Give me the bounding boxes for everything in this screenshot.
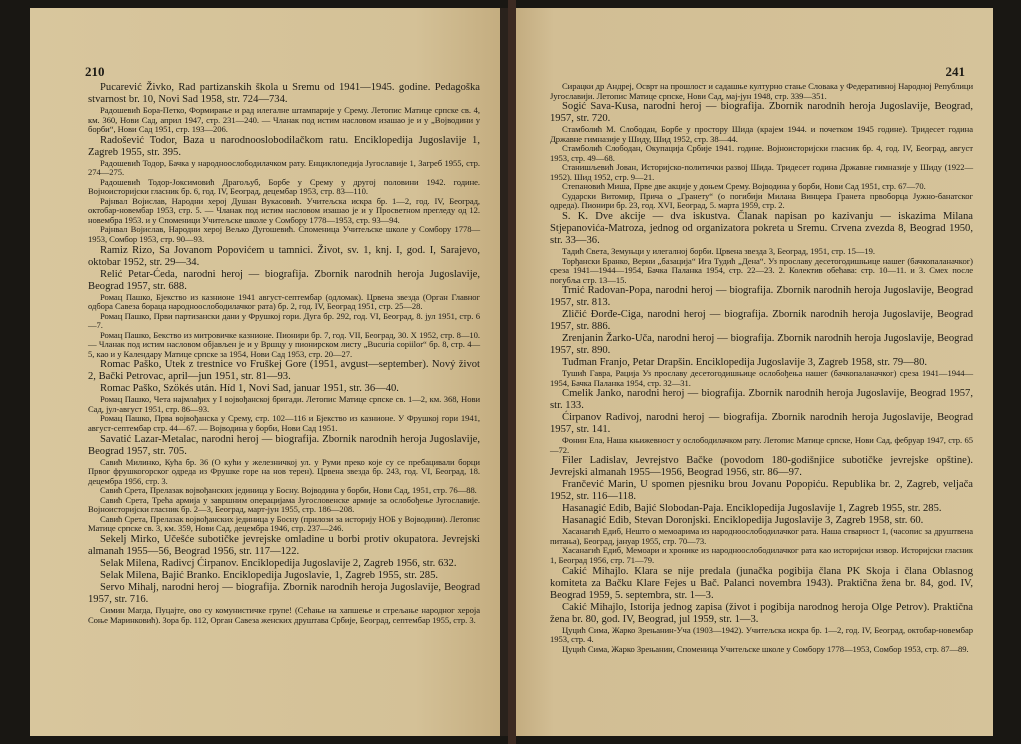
bibliography-entry: Савић Срета, Прелазак војвођанских јединица у Босну. Војводина у борби, Нови Сад, 1951, стр. 76—88. [100, 485, 477, 496]
bibliography-entry: Рајнвал Војислав, Народни херој Душан Вукасовић. Учитељска искра бр. 1—2, год. IV, Београд, октобар-новембар 1953, стр. 5. — Чланак под истим насловом изашао је и у Просветном прегледу од 12. новембра 1953. и у Споменици Учитељске школе у Сомбору 1778—1953, стр. 93—94. [88, 195, 480, 225]
bibliography-entry: Hasanagić Edib, Bajić Slobodan-Paja. Enciklopedija Jugoslavije 1, Zagreb 1955, str. 285. [562, 503, 942, 515]
bibliography-entry: Relić Petar-Ćeda, narodni heroj — biografija. Zbornik narodnih heroja Jugoslavije, Beograd 1957, str. 688. [88, 268, 480, 292]
bibliography-entry: Ромац Пашко, Чета најмлађих у I војвођанској бригади. Летопис Матице српске св. 1—2, км. 368, Нови Сад, јул-август 1951, стр. 86—93. [88, 394, 480, 414]
bibliography-entry: Савић Срета, Прелазак војвођанских јединица у Босну (прилози за историју НОБ у Војводини). Летопис Матице српске св. 3, км. 359, Нови Сад, децембра 1946, стр. 237—246. [88, 513, 480, 534]
bibliography-entry: Savatić Lazar-Metalac, narodni heroj — biografija. Zbornik narodnih heroja Jugoslavije, Beograd 1957, str. 705. [88, 433, 480, 457]
bibliography-entry: S. K. Dve akcije — dva iskustva. Članak napisan po kazivanju — iskazima Milana Stjepanovića-Matroza, jednog od organizatora pokreta u Sremu. Crvena zvezda 8, Beograd 1950, str. 33—36. [550, 211, 973, 247]
bibliography-entry: Hasanagić Edib, Stevan Doronjski. Enciklopedija Jugoslavije 3, Zagreb 1958, str. 60. [562, 515, 924, 527]
bibliography-entry: Ćirpanov Radivoj, narodni heroj — biografija. Zbornik narodnih heroja Jugoslavije, Beograd 1957, str. 141. [550, 412, 973, 436]
bibliography-entry: Servo Mihalj, narodni heroj — biografija. Zbornik narodnih heroja Jugoslavije, Beograd 1957, str. 716. [88, 581, 480, 605]
bibliography-entry: Ромац Пашко, Бекство из митровичке казнионе. Пионири бр. 7, год. VII, Београд, 30. X 1952, стр. 8—10. — Чланак под истим насловом објављен је и у Вршцу у пионирском листу „Bucuria copiilor“ бр. 8, стр. 4—5, као и у Календару Матице српске за 1954, Нови Сад 1953, стр. 20—27. [88, 329, 480, 359]
bibliography-entry: Filer Ladislav, Jevrejstvo Bačke (povodom 180-godišnjice subotičke jevrejske opštine). Jevrejski almanah 1955—1956, Beograd 1956, str. 86—97. [550, 455, 973, 479]
bibliography-entry: Хасанагић Едиб, Мемоари и хронике из народноослободилачког рата као историјски извор. Историјски гласник 1, Београд 1956, стр. 71—79. [550, 545, 973, 566]
bibliography-entry: Sogić Sava-Kusa, narodni heroj — biografija. Zbornik narodnih heroja Jugoslavije, Beograd, 1957, str. 720. [550, 101, 973, 125]
bibliography-entry: Cakić Mihajlo. Klara se nije predala (junačka pogibija člana PK Skoja i člana Oblasnog komiteta za Bačku Klare Fejes u Bač. Palanci novembra 1943). Praktična žena br. 84, god. IV, Beograd 1959, 5. septembra, str. 1—3. [550, 565, 973, 601]
bibliography-entry: Станишљевић Јован, Историјско-политички развој Шида. Тридесет година Државне гимназије у Шиду (1922—1952). Шид 1952, стр. 9—21. [550, 162, 973, 182]
bibliography-entry: Sekelj Mirko, Učešće subotičke jevrejske omladine u borbi protiv okupatora. Jevrejski almanah 1955—56, Beograd 1956, str. 117—122. [88, 533, 480, 557]
bibliography-entry: Zrenjanin Žarko-Uča, narodni heroj — biografija. Zbornik narodnih heroja Jugoslavije, Beograd 1957, str. 890. [550, 333, 973, 357]
bibliography-entry: Ramiz Rizo, Sa Jovanom Popovićem u tamnici. Život, sv. 1, knj. I, god. I, Sarajevo, oktobar 1952, str. 29—34. [88, 244, 480, 268]
bibliography-list [550, 82, 973, 654]
bibliography-entry: Cmelik Janko, narodni heroj — biografija. Zbornik narodnih heroja Jugoslavije, Beograd 1957, str. 133. [550, 388, 973, 412]
book-gutter [508, 0, 516, 744]
bibliography-entry: Фонин Ела, Наша књижевност у ослободилачком рату. Летопис Матице српске, Нови Сад, фебруар 1947, стр. 65—72. [550, 435, 973, 455]
bibliography-entry: Радошевић Тодор-Јоксимовић Драгољуб, Борбе у Срему у другој половини 1942. године. Војноисторијски гласник бр. 6, год. IV, Београд, децембар 1953, стр. 83—110. [88, 176, 480, 197]
bibliography-entry: Tuđman Franjo, Petar Drapšin. Enciklopedija Jugoslavije 3, Zagreb 1958, str. 79—80. [562, 357, 928, 369]
bibliography-entry: Хасанагић Едиб, Нешто о мемоарима из народноослободилачког рата. Наша стварност 1, (часопис за друштвена питања), Београд, јануар 1955, стр. 70—73. [550, 526, 973, 546]
bibliography-entry: Radošević Todor, Baza u narodnooslobodilačkom ratu. Enciklopedija Jugoslavije 1, Zagreb 1955, str. 395. [88, 134, 480, 158]
bibliography-entry: Стамболић М. Слободан, Борбе у простору Шида (крајем 1944. и почетком 1945 године). Тридесет година Државне гимназије у Шиду, Шид 1952, стр. 38—44. [550, 124, 973, 144]
bibliography-entry: Радошевић Тодор, Бачка у народноослободилачком рату. Енциклопедија Југославије 1, Загреб 1955, стр. 274—275. [88, 157, 480, 178]
bibliography-entry: Савић Милинко, Кућа бр. 36 (О кући у железничкој ул. у Руми преко које су се пребацивали борци Првог фрушкогорског одреда из Фрушке горе на нов терен). Црвена звезда бр. 243, год. VI, Београд, 18. децембра 1956, стр. 3. [88, 456, 480, 486]
page-number: 210 [85, 64, 105, 79]
bibliography-entry: Zličić Đorđe-Ciga, narodni heroj — biografija. Zbornik narodnih heroja Jugoslavije, Beograd 1957, str. 886. [550, 309, 973, 333]
left-page [30, 8, 508, 736]
bibliography-entry: Стамболић Слободан, Окупација Србије 1941. године. Војноисторијски гласник бр. 4, год. IV, Београд, август 1953, стр. 49—68. [550, 143, 973, 163]
bibliography-entry: Cakić Mihajlo, Istorija jednog zapisa (život i pogibija narodnog heroja Olge Petrov). Praktična žena br. 80, god. IV, Beograd, jul 1959, str. 1—3. [550, 601, 973, 625]
bibliography-entry: Цуцић Сима, Жарко Зрењанин, Споменица Учитељске школе у Сомбору 1778—1953, Сомбор 1953, стр. 87—89. [562, 643, 969, 654]
bibliography-entry: Торђански Бранко, Верни „базација“ Ига Тудић „Дена“. Уз прославу десетогодишњице нашег (бачкопаланачког) среза 1941—1944—1954, Бачка Паланка 1954, стр. 22—23. 2. Колектив обећава: стр. 10—11. и 3. Смех после погубља стр. 13—15. [550, 255, 973, 285]
bibliography-entry: Ромац Пашко, Бјекство из казнионе 1941 август-септембар (одломак). Црвена звезда (Орган Главног одбора Савеза бораца народноослободилачког рата) бр. 2, год. IV, Београд 1951, стр. 25—28. [88, 291, 480, 312]
bibliography-entry: Тадић Света, Земуњци у илегалној борби. Црвена звезда 3, Београд, 1951, стр. 15—19. [562, 246, 875, 257]
right-page [516, 8, 993, 736]
bibliography-entry: Selak Milena, Radivcj Ćirpanov. Enciklopedija Jugoslavije 2, Zagreb 1956, str. 632. [100, 557, 457, 569]
bibliography-entry: Frančević Marin, U spomen pjesniku brou Jovanu Popopiću. Republika br. 2, Zagreb, veljača 1952, str. 116—118. [550, 479, 973, 503]
bibliography-entry: Симин Магда, Пуцајте, ово су комунистичке групе! (Сећање на хапшење и стрељање народног хероја Соње Маринковић). Зора бр. 112, Орган Савеза женских друштава Србије, Београд, септембар 1955, стр. 3. [88, 604, 480, 625]
bibliography-entry: Ромац Пашко, Први партизански дани у Фрушкој гори. Дуга бр. 292, год. VI, Београд, 8. јул 1951, стр. 6—7. [88, 310, 480, 331]
page-number: 241 [945, 64, 965, 79]
bibliography-list [88, 82, 480, 625]
bibliography-entry: Trnić Radovan-Popa, narodni heroj — biografija. Zbornik narodnih heroja Jugoslavije, Beograd 1957, str. 813. [550, 285, 973, 309]
bibliography-entry: Радошевић Бора-Петко, Формирање и рад илегалне штампарије у Срему. Летопис Матице српске св. 4, км. 360, Нови Сад, април 1947, стр. 231—240. — Чланак под истим насловом изашао је и у „Војводини у борби“, Нови Сад 1951, стр. 193—206. [88, 105, 480, 135]
bibliography-entry: Selak Milena, Bajić Branko. Enciklopedija Jugoslavie, 1, Zagreb 1955, str. 285. [100, 569, 439, 581]
bibliography-entry: Ромац Пашко, Прва војвођанска у Срему, стр. 102—116 и Бјекство из казнионе. У Фрушкој гори 1941, август-септембар стр. 44—67. — Војводина у борби, Нови Сад 1951. [88, 413, 480, 434]
bibliography-entry: Степановић Миша, Прве две акције у доњем Срему. Војводина у борби, Нови Сад 1951, стр. 67—70. [562, 181, 926, 192]
bibliography-entry: Romac Paško, Utek z trestnice vo Fruškej Gore (1951, avgust—september). Nový život 2, Bački Petrovac, april—jun 1951, str. 81—93. [88, 359, 480, 383]
bibliography-entry: Цуцић Сима, Жарко Зрењанин-Уча (1903—1942). Учитељска искра бр. 1—2, год. IV, Београд, октобар-новембар 1953, стр. 4. [550, 624, 973, 645]
bibliography-entry: Сударски Витомир, Прича о „Гранету“ (о погибији Милана Винцера Гранета првоборца Јужно-банатског одреда). Пионири бр. 23, год. XVI, Београд, 5. марта 1959, стр. 2. [550, 190, 973, 211]
bibliography-entry: Romac Paško, Szökés után. Híd 1, Novi Sad, januar 1951, str. 36—40. [100, 383, 399, 395]
bibliography-entry: Рајнвал Војислав, Народни херој Вељко Дугошевић. Споменица Учитељске школе у Сомбору 1778—1953, Сомбор 1953, стр. 90—93. [88, 224, 480, 245]
bibliography-entry: Сирацки др Андреј, Осврт на прошлост и садашње културно стање Словака у Федеративној Народној Републици Југославији. Летопис Матице српске, Нови Сад, мај-јун 1948, стр. 339—351. [550, 81, 973, 101]
bibliography-entry: Савић Срета, Трећа армија у завршним операцијама Југословенске армије за ослобођење Југославије. Војноисторијски гласник бр. 2—3, Београд, март-јун 1955, стр. 186—208. [88, 494, 480, 515]
bibliography-entry: Тушић Гавра, Рација Уз прославу десетогодишњице ослобођења нашег (бачкопаланачког) среза 1941—1944—1954, Бачка Паланка 1954, стр. 32—31. [550, 368, 973, 388]
bibliography-entry: Pucarević Živko, Rad partizanskih škola u Sremu od 1941—1945. godine. Pedagoška stvarnost br. 10, Novi Sad 1958, str. 724—734. [88, 82, 480, 105]
